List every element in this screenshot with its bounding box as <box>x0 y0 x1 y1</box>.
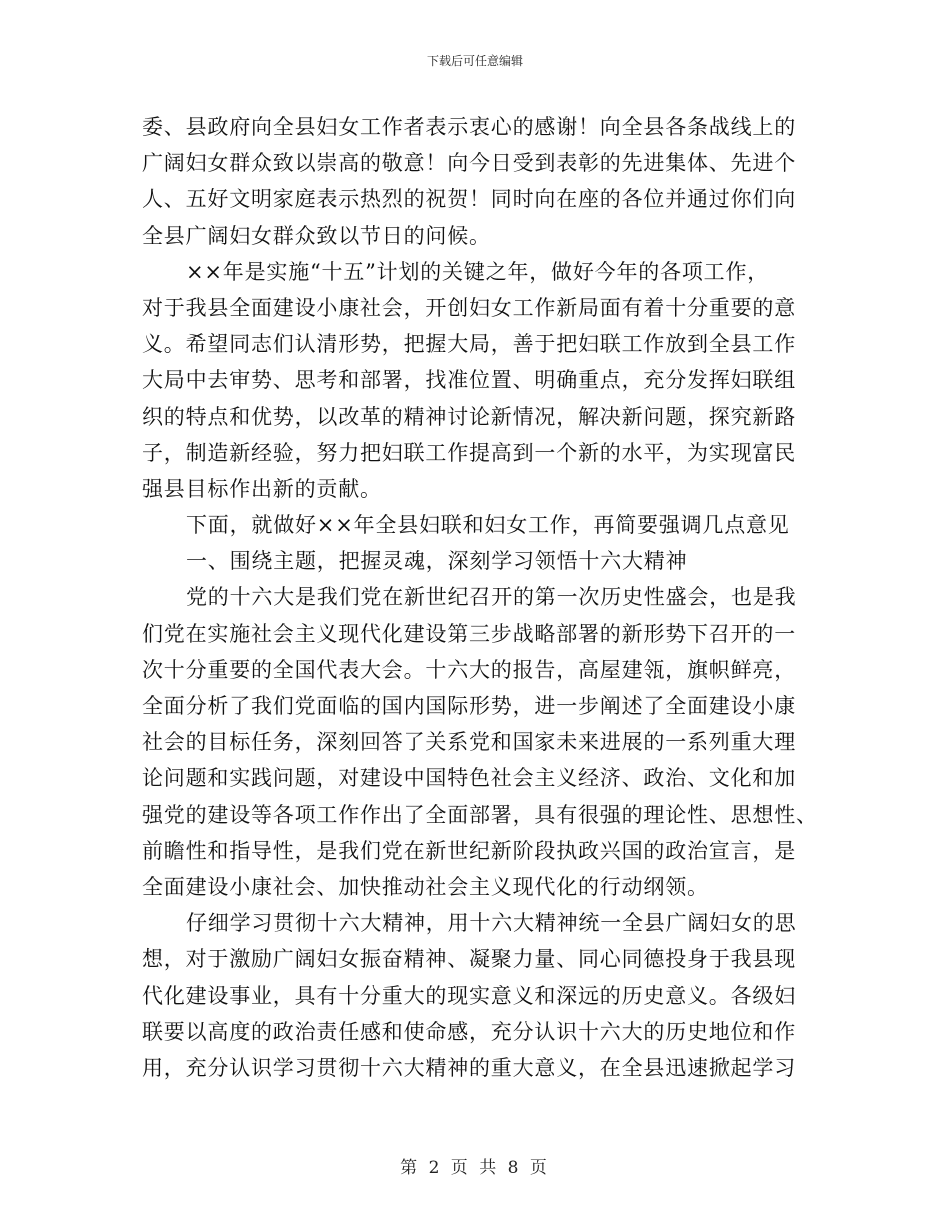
text-line: 联要以高度的政治责任感和使命感，充分认识十六大的历史地位和作 <box>142 1019 796 1044</box>
text-line: 全面分析了我们党面临的国内国际形势，进一步阐述了全面建设小康 <box>142 694 796 718</box>
text-line: 全面建设小康社会、加快推动社会主义现代化的行动纲领。 <box>142 874 709 899</box>
text-line: 一、围绕主题，把握灵魂，深刻学习领悟十六大精神 <box>186 549 688 574</box>
text-line: 代化建设事业，具有十分重大的现实意义和深远的历史意义。各级妇 <box>142 983 796 1008</box>
page-header: 下载后可任意编辑 <box>426 54 523 68</box>
text-line: 人、五好文明家庭表示热烈的祝贺！同时向在座的各位并通过你们向 <box>142 187 796 212</box>
text-line: 子，制造新经验，努力把妇联工作提高到一个新的水平，为实现富民 <box>142 440 796 465</box>
text-line: 强县目标作出新的贡献。 <box>142 476 382 501</box>
text-line: 大局中去审势、思考和部署，找准位置、明确重点，充分发挥妇联组 <box>142 368 796 393</box>
text-line: ××年是实施“十五”计划的关键之年，做好今年的各项工作， <box>186 259 770 284</box>
text-line: 全县广阔妇女群众致以节日的问候。 <box>142 223 491 248</box>
text-line: 织的特点和优势，以改革的精神讨论新情况，解决新问题，探究新路 <box>142 404 796 429</box>
text-line: 想，对于激励广阔妇女振奋精神、凝聚力量、同心同德投身于我县现 <box>142 947 796 972</box>
text-line: 前瞻性和指导性，是我们党在新世纪新阶段执政兴国的政治宣言，是 <box>142 838 796 863</box>
text-line: 强党的建设等各项工作作出了全面部署，具有很强的理论性、思想性、 <box>142 802 818 827</box>
text-line: 对于我县全面建设小康社会，开创妇女工作新局面有着十分重要的意 <box>142 295 796 320</box>
page-footer: 第 2 页 共 8 页 <box>400 1158 550 1178</box>
text-line: 仔细学习贯彻十六大精神，用十六大精神统一全县广阔妇女的思 <box>186 911 797 936</box>
text-line: 论问题和实践问题，对建设中国特色社会主义经济、政治、文化和加 <box>142 766 796 791</box>
text-line: 义。希望同志们认清形势，把握大局，善于把妇联工作放到全县工作 <box>142 332 796 357</box>
text-line: 广阔妇女群众致以崇高的敬意！向今日受到表彰的先进集体、先进个 <box>142 151 796 176</box>
text-line: 委、县政府向全县妇女工作者表示衷心的感谢！向全县各条战线上的 <box>142 115 796 139</box>
text-line: 用，充分认识学习贯彻十六大精神的重大意义，在全县迅速掀起学习 <box>142 1055 796 1080</box>
document-body <box>142 109 818 1086</box>
text-line: 下面，就做好××年全县妇联和妇女工作，再简要强调几点意见 <box>186 513 790 538</box>
text-line: 们党在实施社会主义现代化建设第三步战略部署的新形势下召开的一 <box>142 621 796 646</box>
text-line: 次十分重要的全国代表大会。十六大的报告，高屋建瓴，旗帜鲜亮， <box>142 657 796 682</box>
text-line: 社会的目标任务，深刻回答了关系党和国家未来进展的一系列重大理 <box>142 730 796 755</box>
text-line: 党的十六大是我们党在新世纪召开的第一次历史性盛会，也是我 <box>186 585 797 610</box>
